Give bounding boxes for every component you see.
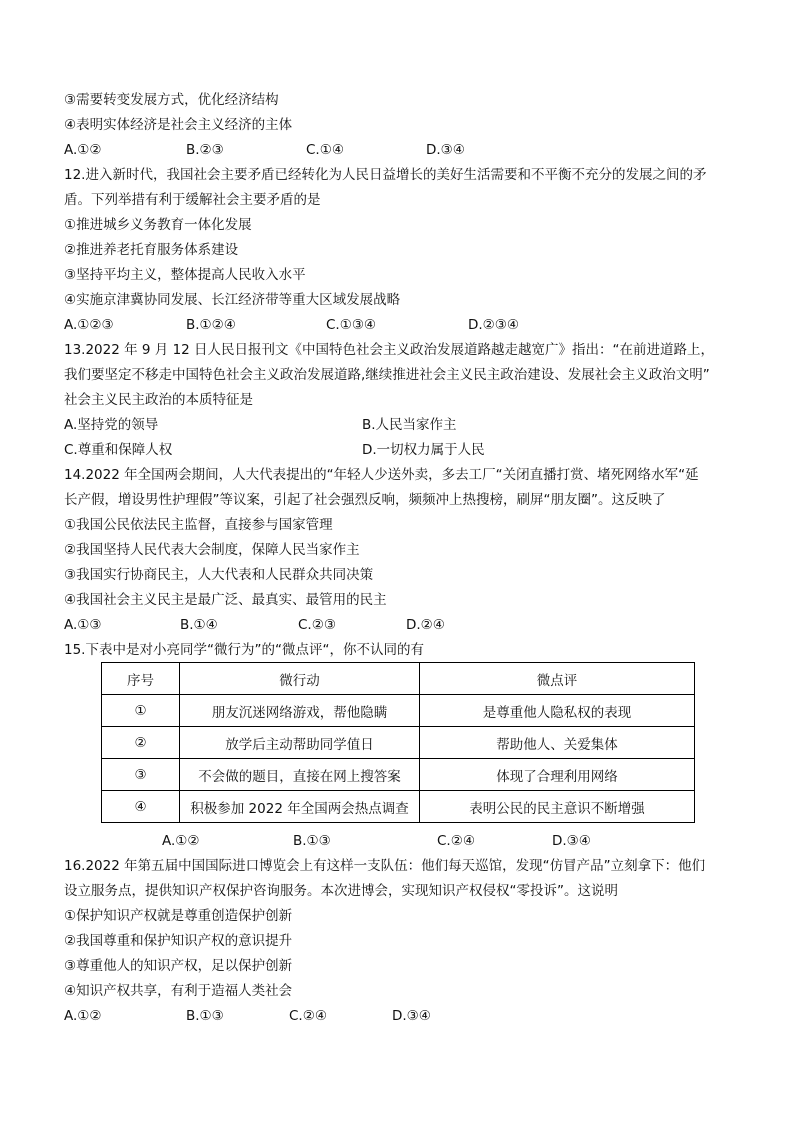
q14-item-1: ①我国公民依法民主监督，直接参与国家管理 [64, 517, 333, 533]
q16-option-a: A.①② [64, 1008, 102, 1024]
q12-stem-line-1: 12.进入新时代，我国社会主要矛盾已经转化为人民日益增长的美好生活需要和不平衡不充分的发展之间的矛 [64, 167, 707, 183]
q16-option-b: B.①③ [186, 1008, 224, 1024]
q12-option-a: A.①②③ [64, 317, 114, 333]
q13-stem-line-1: 13.2022 年 9 月 12 日人民日报刊文《中国特色社会主义政治发展道路越走越宽广》指出：“在前进道路上， [64, 342, 715, 358]
q12-item-4: ④实施京津冀协同发展、长江经济带等重大区域发展战略 [64, 292, 401, 308]
q12-item-2: ②推进养老托育服务体系建设 [64, 242, 239, 258]
q11-item-4: ④表明实体经济是社会主义经济的主体 [64, 117, 293, 133]
q14-item-4: ④我国社会主义民主是最广泛、最真实、最管用的民主 [64, 592, 387, 608]
table-cell: 表明公民的民主意识不断增强 [420, 791, 695, 823]
q16-item-2: ②我国尊重和保护知识产权的意识提升 [64, 933, 293, 949]
q12-item-1: ①推进城乡义务教育一体化发展 [64, 217, 252, 233]
q11-option-d: D.③④ [426, 142, 465, 158]
q16-item-3: ③尊重他人的知识产权，足以保护创新 [64, 958, 293, 974]
q13-stem-line-3: 社会主义民主政治的本质特征是 [64, 392, 253, 408]
table-header-cell: 微点评 [420, 663, 695, 695]
q15-table [101, 662, 695, 823]
table-cell: ① [102, 695, 180, 727]
q14-item-3: ③我国实行协商民主，人大代表和人民群众共同决策 [64, 567, 374, 583]
q16-option-c: C.②④ [289, 1008, 327, 1024]
table-row [102, 791, 695, 823]
q12-option-b: B.①②④ [186, 317, 236, 333]
q11-item-3: ③需要转变发展方式，优化经济结构 [64, 92, 279, 108]
table-cell: ③ [102, 759, 180, 791]
q11-option-b: B.②③ [186, 142, 224, 158]
table-header-cell: 序号 [102, 663, 180, 695]
q11-option-a: A.①② [64, 142, 102, 158]
table-cell: 体现了合理利用网络 [420, 759, 695, 791]
table-cell: 积极参加 2022 年全国两会热点调查 [180, 791, 420, 823]
table-cell: 朋友沉迷网络游戏，帮他隐瞒 [180, 695, 420, 727]
q15-option-a: A.①② [162, 833, 200, 849]
q16-stem-line-2: 设立服务点，提供知识产权保护咨询服务。本次进博会，实现知识产权侵权“零投诉”。这说明 [64, 883, 618, 899]
q13-option-a: A.坚持党的领导 [64, 417, 159, 433]
q14-option-c: C.②③ [298, 617, 336, 633]
table-row [102, 759, 695, 791]
q16-stem-line-1: 16.2022 年第五届中国国际进口博览会上有这样一支队伍：他们每天巡馆，发现“仿冒产品”立刻拿下：他们 [64, 858, 706, 874]
q14-option-a: A.①③ [64, 617, 102, 633]
table-cell: 放学后主动帮助同学值日 [180, 727, 420, 759]
q14-option-b: B.①④ [180, 617, 218, 633]
q15-option-b: B.①③ [293, 833, 331, 849]
table-row [102, 695, 695, 727]
q12-option-d: D.②③④ [468, 317, 519, 333]
q13-option-d: D.一切权力属于人民 [362, 442, 485, 458]
q14-stem-line-2: 长产假，增设男性护理假”等议案，引起了社会强烈反响，频频冲上热搜榜，刷屏“朋友圈”。这反映了 [64, 492, 666, 508]
table-cell: 帮助他人、关爱集体 [420, 727, 695, 759]
table-header-cell: 微行动 [180, 663, 420, 695]
table-row [102, 727, 695, 759]
table-cell: 不会做的题目，直接在网上搜答案 [180, 759, 420, 791]
table-header-row [102, 663, 695, 695]
q13-stem-line-2: 我们要坚定不移走中国特色社会主义政治发展道路,继续推进社会主义民主政治建设、发展社会主义政治文明” [64, 367, 710, 383]
q13-option-b: B.人民当家作主 [362, 417, 457, 433]
q15-stem: 15.下表中是对小亮同学“微行为”的“微点评“，你不认同的有 [64, 642, 424, 658]
q14-item-2: ②我国坚持人民代表大会制度，保障人民当家作主 [64, 542, 360, 558]
q16-item-4: ④知识产权共享，有利于造福人类社会 [64, 983, 293, 999]
q14-option-d: D.②④ [406, 617, 445, 633]
q11-option-c: C.①④ [306, 142, 344, 158]
table-cell: 是尊重他人隐私权的表现 [420, 695, 695, 727]
q12-stem-line-2: 盾。下列举措有利于缓解社会主要矛盾的是 [64, 192, 321, 208]
table-cell: ② [102, 727, 180, 759]
q16-option-d: D.③④ [392, 1008, 431, 1024]
q15-option-c: C.②④ [437, 833, 475, 849]
q14-stem-line-1: 14.2022 年全国两会期间，人大代表提出的“年轻人少送外卖，多去工厂“关闭直播打赏、堵死网络水军“延 [64, 467, 699, 483]
q16-item-1: ①保护知识产权就是尊重创造保护创新 [64, 908, 293, 924]
q15-option-d: D.③④ [552, 833, 591, 849]
q13-option-c: C.尊重和保障人权 [64, 442, 173, 458]
table-cell: ④ [102, 791, 180, 823]
q12-item-3: ③坚持平均主义，整体提高人民收入水平 [64, 267, 306, 283]
q12-option-c: C.①③④ [326, 317, 377, 333]
